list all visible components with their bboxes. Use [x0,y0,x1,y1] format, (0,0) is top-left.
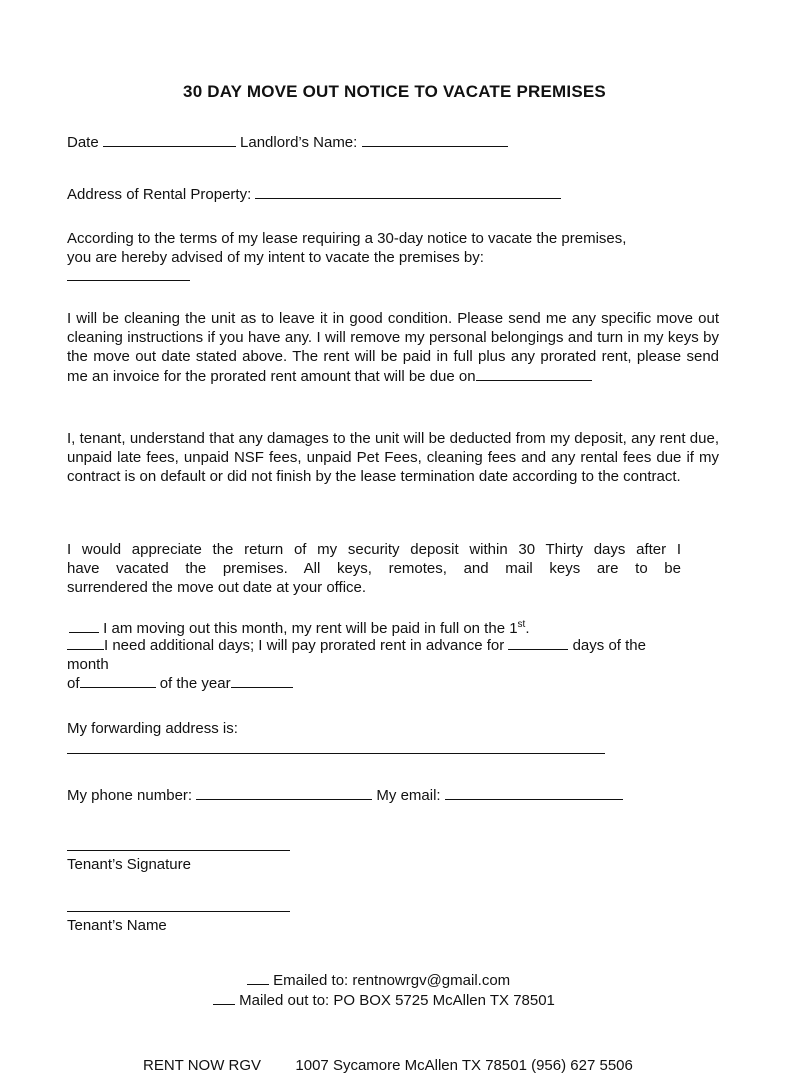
emailed-text: Emailed to: rentnowrgv@gmail.com [273,972,511,989]
additional-days-field[interactable] [508,637,568,650]
forwarding-label: My forwarding address is: [67,720,238,737]
mailed-line [213,992,555,1009]
deposit-line-3: surrendered the move out date at your office. [67,579,367,596]
landlord-field[interactable] [362,134,508,147]
option2-of-label: of [67,675,80,692]
footer [143,1057,633,1074]
page-title: 30 DAY MOVE OUT NOTICE TO VACATE PREMISES [183,82,606,101]
footer-address: 1007 Sycamore McAllen TX 78501 (956) 627 5506 [295,1057,633,1074]
option2-month-year-line [67,675,293,692]
damages-paragraph: I, tenant, understand that any damages to the unit will be deducted from my deposit, any rent due, unpaid late fees, unpaid NSF fees, unpaid Pet Fees, cleaning fees and any rental fees due if my contract is on default or did not finish by the lease termination date according to the contract. [67,430,719,486]
cleaning-text: I will be cleaning the unit as to leave it in good condition. Please send me any specific move out cleaning instructions if you have any. I will remove my personal belongings and turn in my keys by the move out date stated above. The rent will be paid in full plus any prorated rent, please send me an invoice for the prorated rent amount that will be due on [67,310,719,385]
date-label: Date [67,134,99,151]
option2-year-label: of the year [159,675,231,692]
phone-field[interactable] [196,787,372,800]
email-field[interactable] [445,787,623,800]
address-field[interactable] [255,186,561,199]
emailed-checkbox[interactable] [247,972,269,985]
option1-text: I am moving out this month, my rent will be paid in full on the 1 [103,620,518,637]
deposit-line-2: have vacated the premises. All keys, remotes, and mail keys are to be [67,560,681,577]
forwarding-address-field[interactable] [67,753,605,754]
footer-company: RENT NOW RGV [143,1057,262,1074]
name-field[interactable] [67,911,290,912]
cleaning-paragraph [67,309,719,386]
emailed-line [247,972,510,989]
intent-paragraph: According to the terms of my lease requiring a 30-day notice to vacate the premises, you are hereby advised of my intent to vacate the premises by: [67,230,627,267]
signature-label: Tenant’s Signature [67,856,191,873]
mailed-text: Mailed out to: PO BOX 5725 McAllen TX 78501 [239,992,555,1009]
date-field[interactable] [103,134,236,147]
option2-checkbox[interactable] [67,637,104,650]
email-label: My email: [376,787,441,804]
mailed-checkbox[interactable] [213,992,235,1005]
signature-field[interactable] [67,850,290,851]
option1-sup: st [517,619,526,630]
deposit-line-1: I would appreciate the return of my security deposit within 30 Thirty days after I [67,541,681,558]
name-label: Tenant’s Name [67,917,167,934]
option2-days-label: days of the [572,637,646,654]
phone-email-line [67,787,623,804]
option2-text: I need additional days; I will pay prorated rent in advance for [104,637,505,654]
date-landlord-line [67,134,508,151]
month-field[interactable] [80,675,156,688]
option-additional-days [67,637,646,654]
year-field[interactable] [231,675,293,688]
landlord-label: Landlord’s Name: [240,134,358,151]
phone-label: My phone number: [67,787,193,804]
option2-month-label: month [67,656,109,673]
address-label: Address of Rental Property: [67,186,252,203]
option-moving-this-month: I am moving out this month, my rent will be paid in full on the 1st. [69,620,530,637]
vacate-date-field[interactable] [67,280,190,281]
due-date-field[interactable] [476,368,592,381]
address-line [67,186,561,203]
option1-checkbox[interactable] [69,620,99,633]
